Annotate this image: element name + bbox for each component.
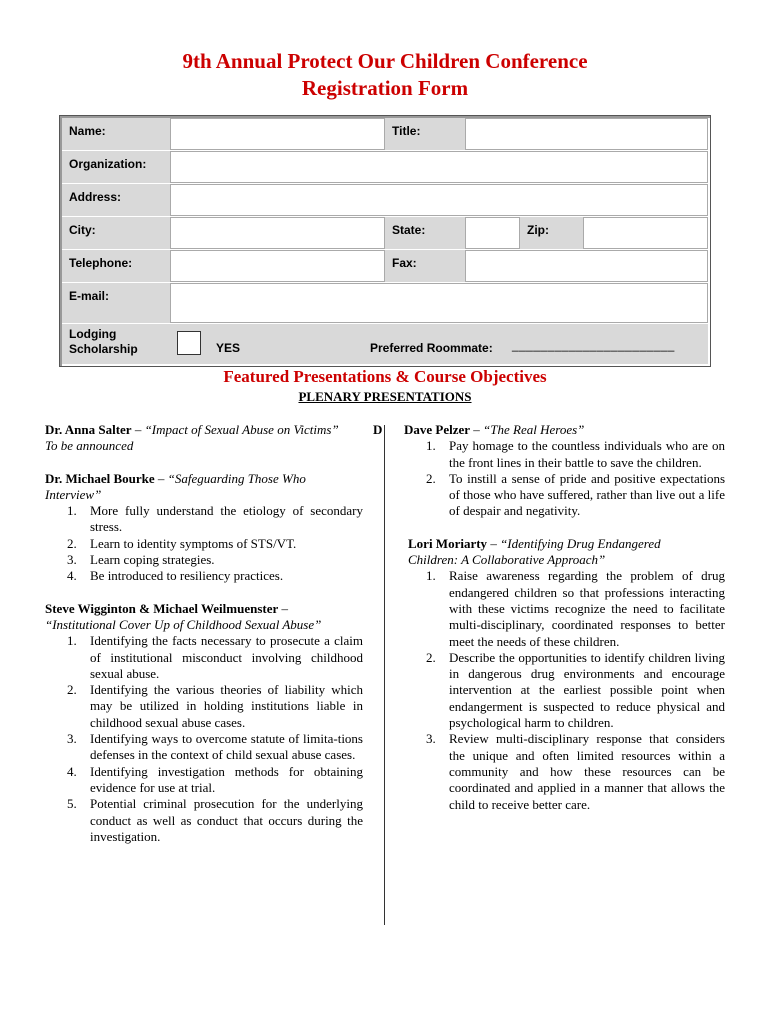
lodging-label-line1: Lodging [69, 327, 117, 341]
email-label: E-mail: [62, 283, 170, 323]
bourke-title-a: “Safeguarding Those Who [167, 470, 306, 486]
bourke-name: Dr. Michael Bourke [45, 470, 155, 486]
salter-note: To be announced [45, 438, 134, 454]
list-item: 1. Raise awareness regarding the problem of drug endangered children so that professions interacting with these victims recognize the need to facilitate multi-disciplinary, coordinated responses to better meet the needs of these children. [426, 568, 725, 649]
lodging-label-line2: Scholarship [69, 342, 138, 356]
state-field[interactable] [465, 217, 520, 249]
list-item: 1. Identifying the facts necessary to prosecute a claim of institutional misconduct involving childhood sexual abuse. [67, 633, 363, 681]
list-item: 3. Review multi-disciplinary response that considers the unique and often limited resources within a community and how these resources can be coordinated and applied in a manner that allows the child to receive better care. [426, 731, 725, 812]
roommate-label: Preferred Roommate: [370, 341, 493, 355]
list-item: 4. Be introduced to resiliency practices. [67, 568, 284, 584]
moriarty-title-b: Children: A Collaborative Approach” [408, 552, 606, 568]
telephone-label: Telephone: [62, 250, 170, 282]
section-title: Featured Presentations & Course Objectives [223, 367, 547, 386]
list-item: 3. Identifying ways to overcome statute of limita-tions defenses in the context of child sexual abuse cases. [67, 731, 363, 763]
wigginton-heading: Steve Wigginton & Michael Weilmuenster – [45, 600, 289, 616]
moriarty-heading: Lori Moriarty – “Identifying Drug Endangered [408, 535, 661, 551]
bourke-title-b: Interview” [45, 486, 102, 502]
lodging-label [62, 324, 170, 364]
organization-label: Organization: [62, 151, 170, 183]
moriarty-name: Lori Moriarty [408, 535, 488, 551]
fax-field[interactable] [465, 250, 708, 282]
salter-title: “Impact of Sexual Abuse on Victims” [144, 422, 339, 437]
salter-trail: D [373, 422, 383, 437]
moriarty-objectives [404, 568, 725, 812]
list-item: 2. Describe the opportunities to identify children living in dangerous drug environments and encourage intervention at the earliest possible point when endangerment is suspected to reduce physical and psychological harm to children. [426, 649, 725, 731]
pelzer-heading: Dave Pelzer – “The Real Heroes” [404, 422, 585, 437]
page-title: 9th Annual Protect Our Children Conference [182, 49, 588, 73]
address-label: Address: [62, 184, 170, 216]
wigginton-title: “Institutional Cover Up of Childhood Sexual Abuse” [45, 616, 322, 632]
list-item: 4. Identifying investigation methods for obtaining evidence for use at trial. [67, 763, 363, 795]
zip-label: Zip: [520, 217, 583, 249]
pelzer-title: “The Real Heroes” [483, 422, 585, 437]
salter-name: Dr. Anna Salter [45, 422, 132, 437]
column-divider [384, 425, 385, 925]
title-field[interactable] [465, 118, 708, 150]
registration-form [59, 115, 711, 367]
roommate-input[interactable]: _______________________ [512, 338, 675, 352]
left-column [45, 422, 383, 845]
state-label: State: [385, 217, 465, 249]
zip-field[interactable] [583, 217, 708, 249]
list-item: 1. Pay homage to the countless individuals who are on the front lines in their battle to save the children. [426, 438, 725, 470]
address-field[interactable] [170, 184, 708, 216]
name-label: Name: [62, 118, 170, 150]
city-field[interactable] [170, 217, 385, 249]
salter-heading: Dr. Anna Salter – “Impact of Sexual Abuse on Victims” D [45, 422, 383, 437]
page-subtitle: Registration Form [301, 76, 469, 100]
bourke-heading: Dr. Michael Bourke – “Safeguarding Those Who [45, 470, 306, 486]
bourke-objectives [45, 503, 363, 584]
wigginton-name: Steve Wigginton & Michael Weilmuenster [45, 600, 279, 616]
organization-field[interactable] [170, 151, 708, 183]
city-label: City: [62, 217, 170, 249]
wigginton-objectives [45, 633, 363, 845]
section-subtitle: PLENARY PRESENTATIONS [298, 389, 472, 404]
pelzer-objectives [404, 438, 725, 519]
fax-label: Fax: [385, 250, 465, 282]
pelzer-name: Dave Pelzer [404, 422, 471, 437]
list-item: 1. More fully understand the etiology of secondary stress. [67, 503, 363, 535]
list-item: 2. Learn to identity symptoms of STS/VT. [67, 535, 297, 551]
title-label: Title: [385, 118, 465, 150]
list-item: 2. To instill a sense of pride and positive expectations of those who have suffered, rather than live out a life of despair and negativity. [426, 470, 725, 519]
list-item: 5. Potential criminal prosecution for the underlying conduct as well as conduct that occurs during the investigation. [67, 796, 363, 844]
moriarty-title-a: “Identifying Drug Endangered [500, 535, 661, 551]
right-column [404, 422, 725, 813]
telephone-field[interactable] [170, 250, 385, 282]
yes-label: YES [216, 341, 241, 355]
yes-checkbox[interactable] [177, 331, 201, 355]
name-field[interactable] [170, 118, 385, 150]
list-item: 2. Identifying the various theories of liability which may be utilized in holding institutions liable in childhood sexual abuse cases. [67, 682, 363, 730]
email-field[interactable] [170, 283, 708, 323]
list-item: 3. Learn coping strategies. [67, 552, 215, 568]
